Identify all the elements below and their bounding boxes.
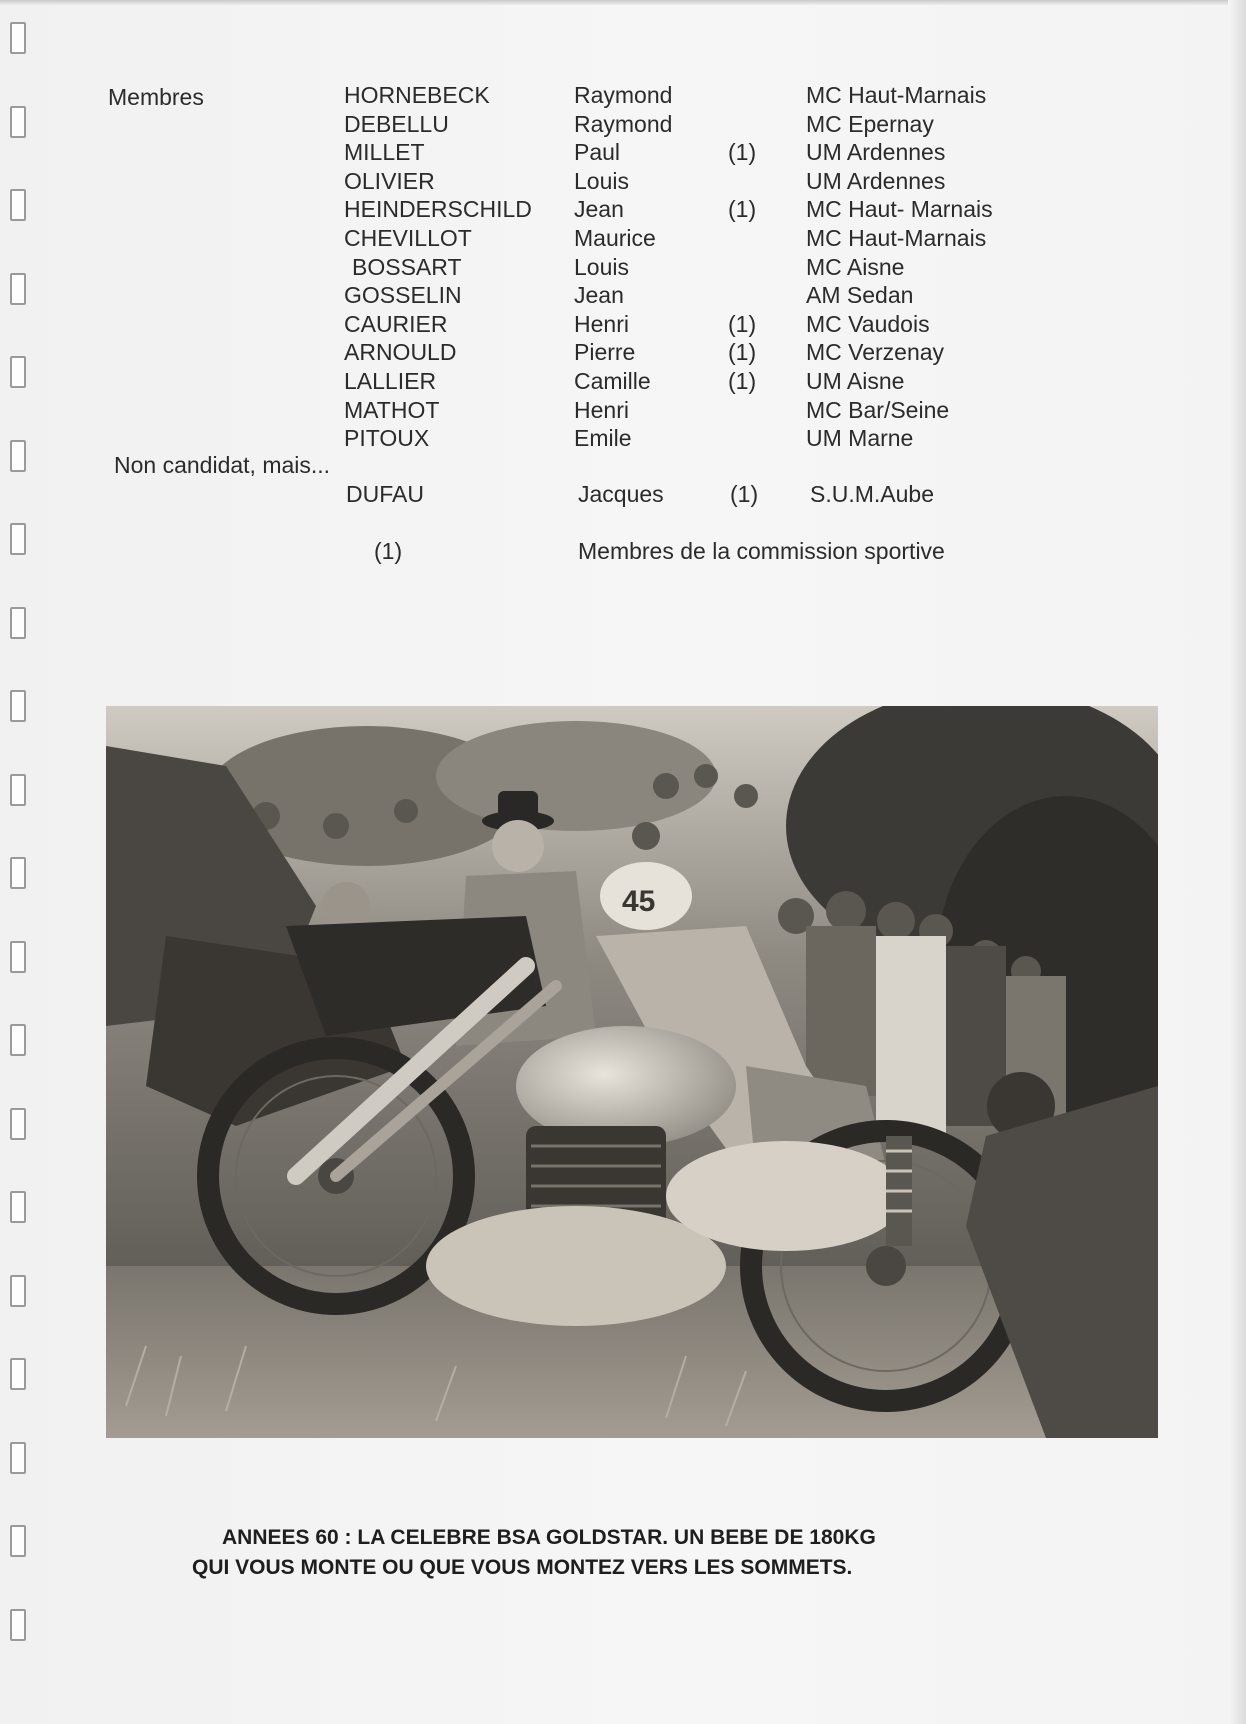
binding-hole <box>10 857 26 889</box>
member-note: (1) <box>728 368 757 394</box>
member-first-name: Louis <box>574 168 629 194</box>
member-first-name: Raymond <box>574 82 673 108</box>
binding-hole <box>10 523 26 555</box>
member-first-name: Raymond <box>574 111 673 137</box>
binding-hole <box>10 1024 26 1056</box>
caption-line-1: ANNEES 60 : LA CELEBRE BSA GOLDSTAR. UN BEBE DE 180KG <box>222 1526 876 1549</box>
member-club: MC Epernay <box>806 111 934 137</box>
member-club: AM Sedan <box>806 282 914 308</box>
binding-hole <box>10 273 26 305</box>
member-last-name: DEBELLU <box>344 111 449 137</box>
binding-hole <box>10 1358 26 1390</box>
member-first-name: Pierre <box>574 339 636 365</box>
member-note: (1) <box>728 196 757 222</box>
member-last-name: ARNOULD <box>344 339 457 365</box>
page-top-edge <box>0 0 1246 5</box>
member-last-name: CHEVILLOT <box>344 225 472 251</box>
member-note: (1) <box>728 339 757 365</box>
member-first-name: Louis <box>574 254 629 280</box>
member-club: MC Verzenay <box>806 339 945 365</box>
member-note: (1) <box>728 311 757 337</box>
binding-hole <box>10 941 26 973</box>
member-first-name: Henri <box>574 311 629 337</box>
member-last-name: GOSSELIN <box>344 282 462 308</box>
member-club: MC Haut-Marnais <box>806 225 987 251</box>
binding-hole <box>10 1609 26 1641</box>
member-first-name: Henri <box>574 397 629 423</box>
page-right-edge <box>1228 0 1246 1724</box>
footnote-marker: (1) <box>374 538 403 564</box>
binding-hole <box>10 1442 26 1474</box>
binding-hole <box>10 1108 26 1140</box>
member-first-name: Emile <box>574 425 632 451</box>
binding-hole <box>10 106 26 138</box>
member-last-name: CAURIER <box>344 311 448 337</box>
footnote-text: Membres de la commission sportive <box>578 538 945 564</box>
member-last-name: HORNEBECK <box>344 82 490 108</box>
member-club: MC Vaudois <box>806 311 930 337</box>
member-club: MC Bar/Seine <box>806 397 950 423</box>
binding-hole <box>10 1525 26 1557</box>
member-first-name: Maurice <box>574 225 656 251</box>
member-club: UM Aisne <box>806 368 905 394</box>
member-last-name: LALLIER <box>344 368 437 394</box>
member-last-name: PITOUX <box>344 425 430 451</box>
non-candidate-label: Non candidat, mais... <box>114 452 331 478</box>
member-club: MC Aisne <box>806 254 905 280</box>
photo-image <box>106 706 1158 1438</box>
member-last-name: BOSSART <box>352 254 462 280</box>
binding-hole <box>10 774 26 806</box>
motorcycle-trial-photo <box>106 706 1158 1438</box>
helmet-number: 45 <box>622 885 656 918</box>
member-club: MC Haut-Marnais <box>806 82 987 108</box>
member-first-name: Jean <box>574 282 624 308</box>
member-club: UM Ardennes <box>806 168 946 194</box>
member-note: (1) <box>728 139 757 165</box>
member-first-name: Paul <box>574 139 621 165</box>
binding-hole <box>10 1275 26 1307</box>
member-last-name: MILLET <box>344 139 425 165</box>
binding-hole <box>10 690 26 722</box>
member-last-name: MATHOT <box>344 397 440 423</box>
member-first-name: Camille <box>574 368 651 394</box>
member-last-name: HEINDERSCHILD <box>344 196 532 222</box>
members-label: Membres <box>108 84 204 110</box>
non-candidate-note: (1) <box>730 481 759 507</box>
binding-hole <box>10 189 26 221</box>
member-first-name: Jean <box>574 196 624 222</box>
binding-hole <box>10 356 26 388</box>
member-club: UM Marne <box>806 425 914 451</box>
binding-hole <box>10 440 26 472</box>
binding-hole <box>10 22 26 54</box>
member-last-name: OLIVIER <box>344 168 435 194</box>
non-candidate-first-name: Jacques <box>578 481 664 507</box>
caption-line-2: QUI VOUS MONTE OU QUE VOUS MONTEZ VERS LES SOMMETS. <box>192 1556 853 1579</box>
member-club: UM Ardennes <box>806 139 946 165</box>
non-candidate-club: S.U.M.Aube <box>810 481 934 507</box>
binding-hole <box>10 607 26 639</box>
non-candidate-last-name: DUFAU <box>346 481 424 507</box>
binding-hole <box>10 1191 26 1223</box>
member-club: MC Haut- Marnais <box>806 196 993 222</box>
